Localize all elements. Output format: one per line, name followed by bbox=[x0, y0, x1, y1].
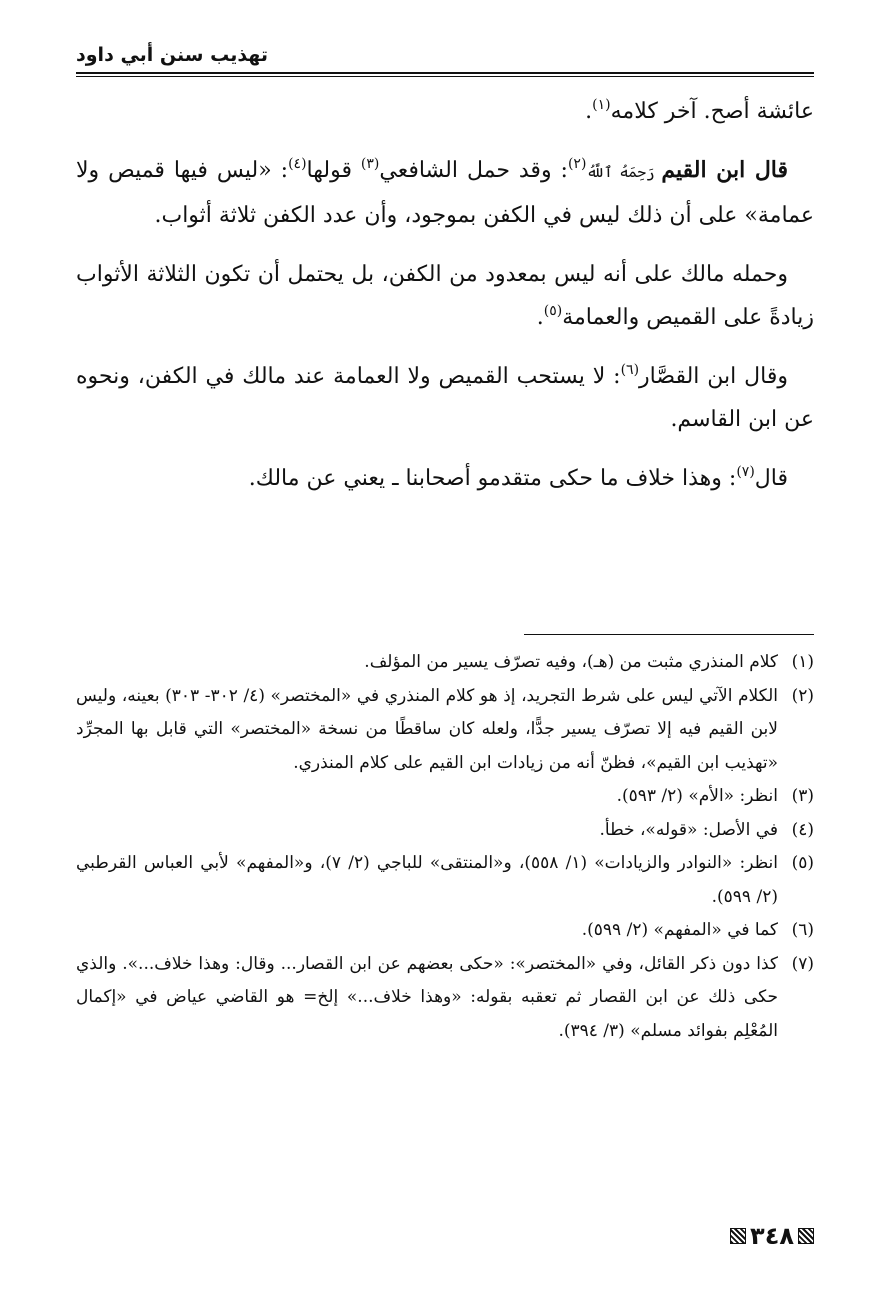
paragraph bbox=[76, 90, 814, 133]
footnote-text: كما في «المفهم» (٢/ ٥٩٩). bbox=[581, 920, 778, 940]
footnote bbox=[76, 780, 814, 814]
footnote-text: في الأصل: «قوله»، خطأ. bbox=[599, 819, 778, 840]
paragraph bbox=[76, 457, 814, 500]
footnote bbox=[76, 847, 814, 914]
footnote-text: انظر: «النوادر والزيادات» (١/ ٥٥٨)، و«المنتقى» للباجي (٢/ ٧)، و«المفهم» لأبي العباس القرطبي (٢/ ٥٩٩). bbox=[76, 853, 778, 907]
footnote-text: كذا دون ذكر القائل، وفي «المختصر»: «حكى بعضهم عن ابن القصار... وقال: وهذا خلاف...». والذي حكى ذلك عن ابن القصار ثم تعقبه بقوله: «وهذا خلاف...» إلخ= هو القاضي عياض في «إكمال المُعْلِم بفوائد مسلم» (٣/ ٣٩٤). bbox=[76, 953, 778, 1041]
footnote-number: (٤) bbox=[791, 819, 814, 840]
footnote-text: كلام المنذري مثبت من (هـ)، وفيه تصرّف يسير من المؤلف. bbox=[364, 652, 778, 672]
footnote bbox=[76, 914, 814, 948]
footnote-ref: (٧) bbox=[736, 464, 755, 480]
footnote-ref: (٤) bbox=[288, 156, 307, 172]
page-number: ٣٤٨ bbox=[750, 1222, 794, 1250]
footnote-ref: (٣) bbox=[360, 156, 380, 172]
text-run: . bbox=[585, 99, 593, 124]
main-text bbox=[76, 90, 814, 516]
honorific: رَحِمَهُ ٱللَّهُ bbox=[586, 163, 662, 181]
footnotes bbox=[76, 646, 814, 1048]
text-run: عائشة أصح. آخر كلامه bbox=[610, 99, 814, 124]
footnote-number: (٦) bbox=[791, 920, 814, 940]
footnote-text: الكلام الآتي ليس على شرط التجريد، إذ هو كلام المنذري في «المختصر» (٤/ ٣٠٢- ٣٠٣) بعينه، وليس لابن القيم فيه إلا تصرّف يسير جدًّا، ولعله كان ساقطًا من نسخة «المختصر» التي قابل بها المجرِّد «تهذيب ابن القيم»، فظنّ أنه من زيادات ابن القيم على كلام المنذري. bbox=[76, 685, 778, 773]
footnote-number: (٣) bbox=[791, 786, 814, 806]
text-run: قال bbox=[754, 466, 788, 491]
footnote bbox=[76, 814, 814, 848]
paragraph bbox=[76, 253, 814, 339]
footnote-number: (٥) bbox=[791, 853, 814, 873]
footnote bbox=[76, 680, 814, 781]
footnote bbox=[76, 948, 814, 1049]
text-run: . bbox=[536, 305, 544, 330]
footnote-ref: (٥) bbox=[543, 303, 563, 319]
footnote-ref: (٢) bbox=[567, 156, 587, 172]
speaker-name: قال ابن القيم bbox=[661, 157, 789, 183]
header-rule bbox=[76, 72, 814, 77]
paragraph bbox=[76, 355, 814, 441]
text-run: : وهذا خلاف ما حكى متقدمو أصحابنا ـ يعني عن مالك. bbox=[248, 466, 737, 491]
footnote-ref: (١) bbox=[592, 97, 611, 113]
footnote-number: (١) bbox=[791, 652, 814, 672]
running-header bbox=[76, 40, 814, 70]
text-run: : لا يستحب القميص ولا العمامة عند مالك في الكفن، ونحوه عن ابن القاسم. bbox=[76, 364, 814, 432]
page-number-block bbox=[700, 1222, 814, 1250]
text-run: قولها bbox=[306, 158, 361, 183]
text-run: : «ليس فيها قميص ولا عمامة» على أن ذلك ليس في الكفن بموجود، وأن عدد الكفن ثلاثة أثواب. bbox=[76, 158, 814, 228]
ornament-icon bbox=[798, 1228, 814, 1244]
paragraph bbox=[76, 149, 814, 237]
book-title: تهذيب سنن أبي داود bbox=[76, 44, 268, 66]
text-run: : وقد حمل الشافعي bbox=[379, 158, 568, 183]
ornament-icon bbox=[730, 1228, 746, 1244]
footnote-number: (٢) bbox=[791, 685, 814, 706]
text-run: وحمله مالك على أنه ليس بمعدود من الكفن، بل يحتمل أن تكون الثلاثة الأثواب زيادةً على القميص والعمامة bbox=[76, 262, 814, 330]
text-run: وقال ابن القصَّار bbox=[639, 364, 788, 389]
footnote-ref: (٦) bbox=[620, 362, 640, 378]
footnote bbox=[76, 646, 814, 680]
footnote-number: (٧) bbox=[791, 953, 814, 974]
footnote-text: انظر: «الأم» (٢/ ٥٩٣). bbox=[616, 786, 778, 806]
footnote-separator bbox=[524, 634, 814, 635]
